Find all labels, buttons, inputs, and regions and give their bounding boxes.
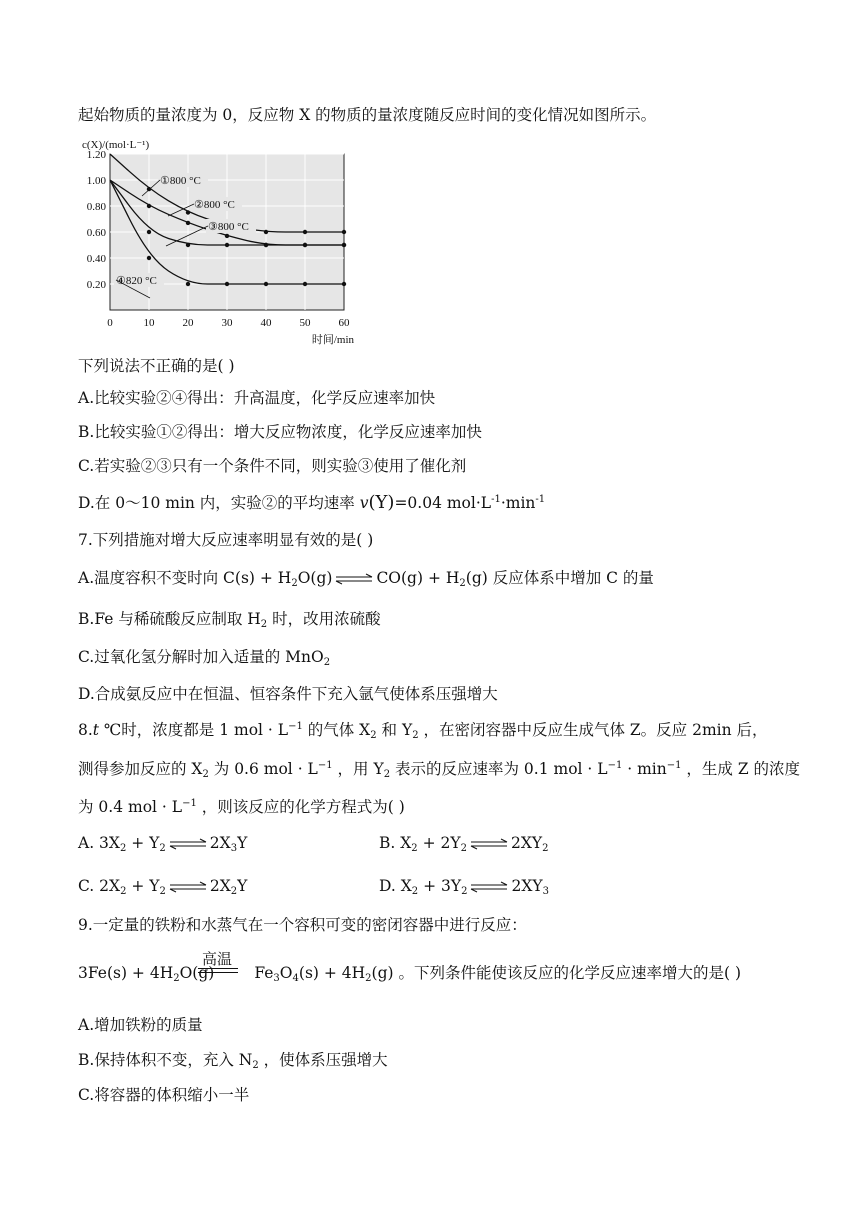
q7-stem: 7.下列措施对增大反应速率明显有效的是( ) (78, 531, 374, 549)
y-tick-label: 1.00 (86, 175, 106, 187)
y-tick-label: 1.20 (86, 149, 106, 161)
q8-option-b: B. $X_2 + 2Y_2$ $2XY_2$ (379, 834, 549, 854)
data-point (225, 282, 229, 286)
q9-stem: 9.一定量的铁粉和水蒸气在一个容积可变的密闭容器中进行反应： (78, 916, 527, 934)
data-point (342, 243, 346, 247)
data-point (147, 204, 151, 208)
data-point (225, 243, 229, 247)
q6-stem: 下列说法不正确的是( ) (78, 357, 235, 375)
q7-option-d: D.合成氨反应中在恒温、恒容条件下充入氩气使体系压强增大 (78, 685, 498, 703)
data-point (264, 243, 268, 247)
q9-option-c: C.将容器的体积缩小一半 (78, 1086, 250, 1104)
x-tick-label: 60 (338, 317, 350, 329)
data-point (186, 210, 190, 214)
data-point (342, 282, 346, 286)
y-tick-label: 0.40 (86, 253, 106, 265)
q8-line-1: 8.t ℃时，浓度都是 1 mol · $L^{-1}$ 的气体 $X_2$ 和 $Y_2$ ，在密闭容器中反应生成气体 Z。反应 2min 后， (78, 721, 768, 741)
data-point (264, 282, 268, 286)
x-tick-label: 30 (221, 317, 233, 329)
x-tick-label: 20 (182, 317, 194, 329)
q8-line-3: 为 0.4 mol · $L^{-1}$ ，则该反应的化学方程式为( ) (78, 798, 405, 816)
q8-option-d: D. $X_2 + 3Y_2$ $2XY_3$ (379, 877, 549, 897)
reaction-condition: 高温 (202, 950, 233, 968)
y-tick-label: 0.60 (86, 227, 106, 239)
q8-option-a: A. $3X_2 + Y_2$ $2X_3Y$ (78, 834, 248, 854)
x-axis-label: 时间/min (311, 334, 354, 346)
q6-option-d: D.在 0～10 min 内，实验②的平均速率 v(Y)=0.04 $mol\cdot L^{-1}\cdot\min^{-1}$ (78, 492, 546, 513)
data-point (225, 234, 229, 238)
x-tick-label: 0 (107, 317, 113, 329)
x-tick-label: 50 (299, 317, 311, 329)
series-label: ④820 °C (116, 275, 157, 287)
data-point (264, 230, 268, 234)
q7-option-c: C.过氧化氢分解时加入适量的 MnO$_2$ (78, 648, 331, 668)
q9-option-b: B.保持体积不变，充入 $N_2$ ，使体系压强增大 (78, 1051, 388, 1071)
q6-option-a: A.比较实验②④得出：升高温度，化学反应速率加快 (78, 389, 436, 407)
intro-text: 起始物质的量浓度为 0，反应物 X 的物质的量浓度随反应时间的变化情况如图所示。 (78, 106, 657, 124)
data-point (147, 256, 151, 260)
equilibrium-arrow-icon (469, 881, 509, 893)
data-point (186, 243, 190, 247)
x-tick-label: 10 (143, 317, 155, 329)
q7-option-b: B.Fe 与稀硫酸反应制取 $H_2$ 时，改用浓硫酸 (78, 610, 381, 630)
equilibrium-arrow-icon (469, 838, 509, 850)
q6-option-b: B.比较实验①②得出：增大反应物浓度，化学反应速率加快 (78, 423, 482, 441)
q7-option-a: A.温度容积不变时向 $C(s) + H_2O(g)$ $CO(g) + H_2(g)$ 反应体系中增加 C 的量 (78, 569, 654, 589)
data-point (303, 230, 307, 234)
equilibrium-arrow-icon (168, 881, 208, 893)
data-point (342, 230, 346, 234)
concentration-chart (78, 138, 368, 348)
data-point (303, 243, 307, 247)
equilibrium-arrow-icon (334, 573, 374, 585)
x-tick-label: 40 (260, 317, 272, 329)
data-point (186, 221, 190, 225)
series-label: ①800 °C (160, 175, 201, 187)
y-tick-label: 0.80 (86, 201, 106, 213)
equilibrium-arrow-icon (168, 838, 208, 850)
q8-option-c: C. $2X_2 + Y_2$ $2X_2Y$ (78, 877, 248, 897)
series-label: ③800 °C (208, 221, 249, 233)
q8-line-2: 测得参加反应的 $X_2$ 为 0.6 mol · $L^{-1}$ ，用 $Y_2$ 表示的反应速率为 0.1 mol · $L^{-1} \cdot \min^{-1}$ ，生成 Z 的浓度 (78, 760, 801, 780)
q9-option-a: A.增加铁粉的质量 (78, 1016, 203, 1034)
data-point (147, 230, 151, 234)
y-axis-label: c(X)/(mol·L⁻¹) (82, 139, 150, 151)
y-tick-label: 0.20 (86, 279, 106, 291)
series-label: ②800 °C (194, 199, 235, 211)
q9-equation: $3Fe(s) + 4H_2O(g) Fe_3O_4(s) + 4H_2(g)$ 。下列条件能使该反应的化学反应速率增大的是( ) (78, 964, 742, 984)
data-point (186, 282, 190, 286)
q6-option-c: C.若实验②③只有一个条件不同，则实验③使用了催化剂 (78, 457, 467, 475)
data-point (303, 282, 307, 286)
